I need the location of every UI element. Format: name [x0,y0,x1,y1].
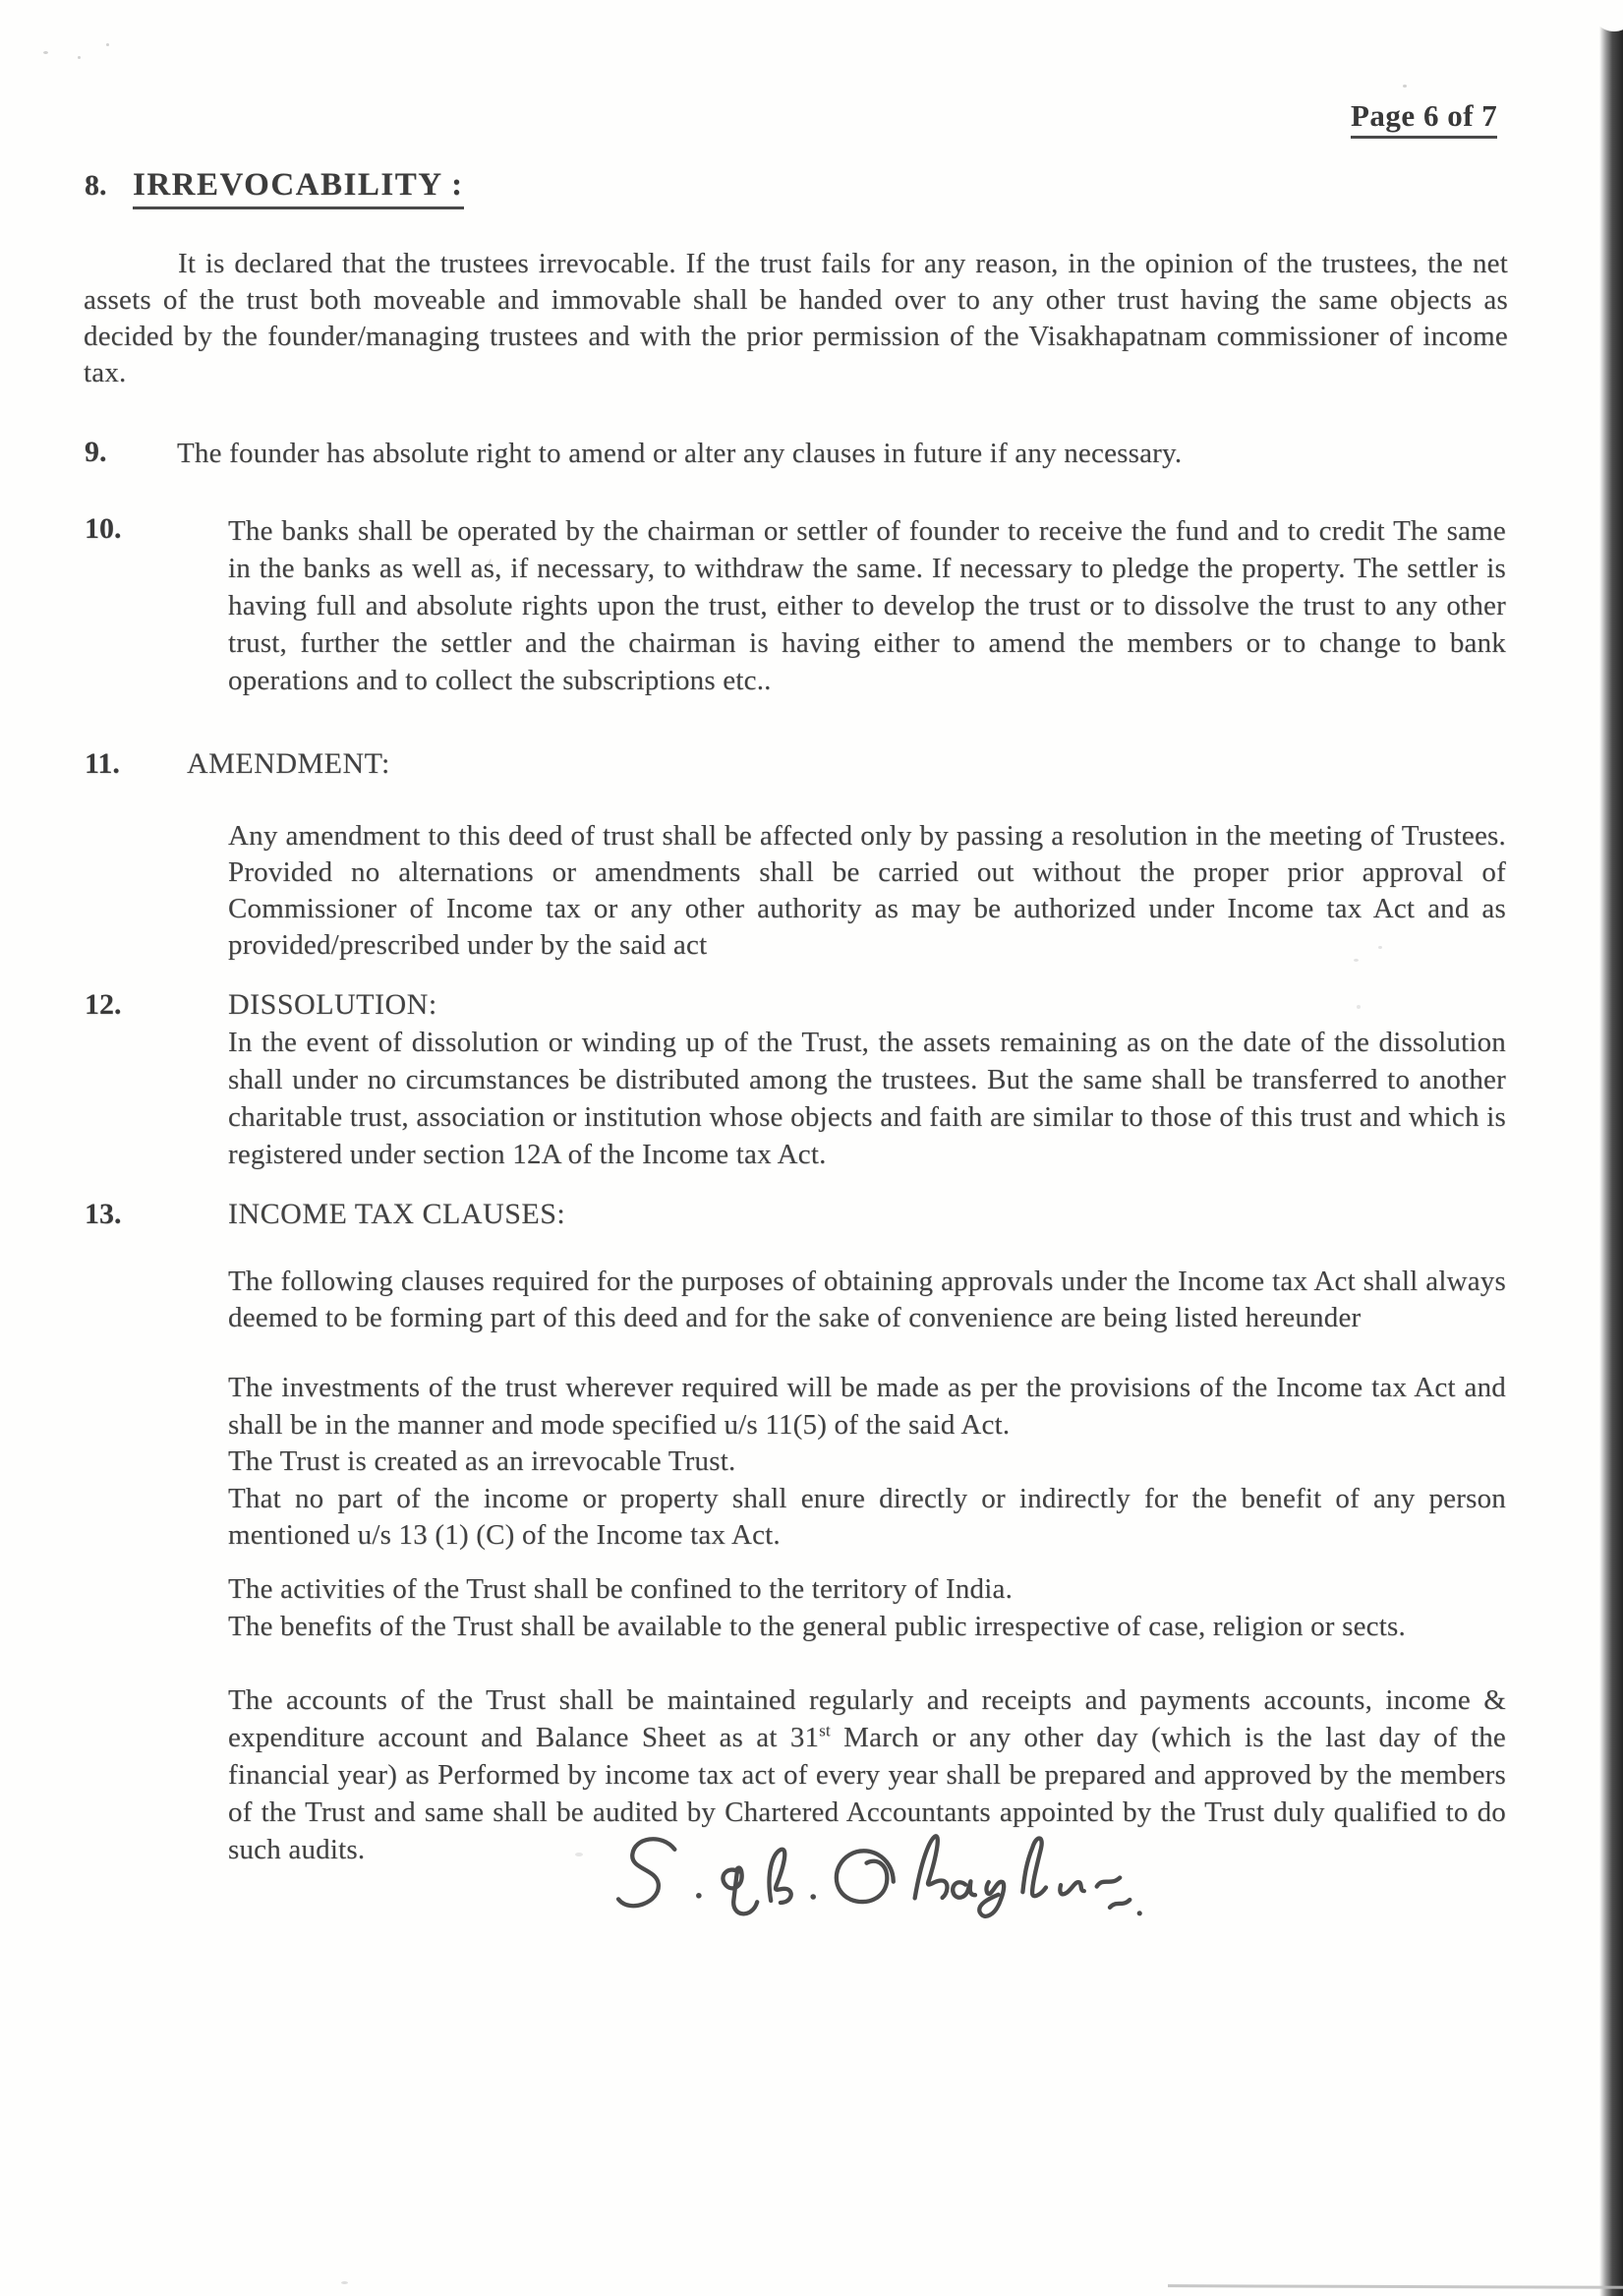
clause-8-heading: IRREVOCABILITY : [133,167,464,209]
clause-9-paragraph: The founder has absolute right to amend or alter any clauses in future if any necessary. [177,438,1183,469]
no-benefit-paragraph: That no part of the income or property shall enure directly or indirectly for the benefit of any person mentioned u/s 13 (1) (C) of the Income tax Act. [228,1482,1506,1551]
clause-11-number: 11. [85,747,120,780]
scan-speck [78,56,81,59]
investments-paragraph: The investments of the trust wherever required will be made as per the provisions of the Income tax Act and shall be in the manner and mode specified u/s 11(5) of the said Act. [228,1372,1506,1441]
clause-13-intro-paragraph: The following clauses required for the purposes of obtaining approvals under the Income tax Act shall always deemed to be forming part of this deed and for the sake of convenience are being listed hereunder [228,1266,1506,1333]
scan-edge-shadow [1599,0,1623,2296]
clause-8-paragraph: It is declared that the trustees irrevocable. If the trust fails for any reason, in the opinion of the trustees, the net assets of the trust both moveable and immovable shall be handed over to any other trust having the same objects as decided by the founder/managing trustees and with the prior permission of the Visakhapatnam commissioner of income tax. [84,248,1508,388]
clause-11-heading: AMENDMENT: [187,747,390,780]
clause-11-paragraph: Any amendment to this deed of trust shall be affected only by passing a resolution in the meeting of Trustees. Provided no alternations or amendments shall be carried out without the proper prior approval of Commissioner of Income tax or any other authority as may be authorized under Income tax Act and as provided/prescribed under by the said act [228,820,1506,961]
superscript-st: st [819,1721,831,1740]
clause-9-number: 9. [85,436,107,468]
clause-13-heading: INCOME TAX CLAUSES: [228,1198,566,1230]
irrevocable-trust-line: The Trust is created as an irrevocable Trust. [228,1445,736,1477]
page-number: Page 6 of 7 [1351,98,1497,139]
clause-12-number: 12. [85,988,122,1021]
clause-10-number: 10. [85,512,122,545]
clause-13-number: 13. [85,1198,122,1230]
scan-speck [1357,1005,1361,1009]
handwritten-signature [609,1800,1161,1943]
clause-13-activities-block [228,1570,1516,1645]
activities-line: The activities of the Trust shall be confined to the territory of India. [228,1573,1014,1605]
clause-10-paragraph: The banks shall be operated by the chairman or settler of founder to receive the fund and to credit The same in the banks as well as, if necessary, to withdraw the same. If necessary to pledge the property. The settler is having full and absolute rights upon the trust, either to develop the trust or to dissolve the trust to any other trust, further the settler and the chairman is having either to amend the members or to change to bank operations and to collect the subscriptions etc.. [228,515,1506,696]
scan-corner-highlight [1592,0,1623,31]
scan-speck [43,51,48,54]
scan-bottom-line-artifact [1168,2284,1623,2289]
clause-8-number: 8. [85,169,107,202]
clause-12-heading: DISSOLUTION: [228,988,437,1021]
scan-speck [341,2281,348,2284]
accounts-text-before-superscript: The accounts of the Trust shall be maintained regularly and receipts and payments accounts, income & expenditure account and Balance Sheet as at 31 [228,1684,1506,1753]
scan-speck [1403,85,1407,88]
accounts-text-after-superscript: March or any other day (which is the last day of the financial year) as Performed by income tax act of every year shall be prepared and approved by the members of the Trust and same shall be audited by Chartered Accountants appointed by the Trust duly qualified to do such audits. [228,1722,1506,1865]
benefits-line: The benefits of the Trust shall be available to the general public irrespective of case, religion or sects. [228,1611,1406,1642]
scan-speck [106,43,109,46]
clause-13-investment-block [228,1370,1506,1555]
clause-12-paragraph: In the event of dissolution or winding up of the Trust, the assets remaining as on the date of the dissolution shall under no circumstances be distributed among the trustees. But the same shall be transferred to another charitable trust, association or institution whose objects and faith are similar to those of this trust and which is registered under section 12A of the Income tax Act. [228,1027,1506,1170]
